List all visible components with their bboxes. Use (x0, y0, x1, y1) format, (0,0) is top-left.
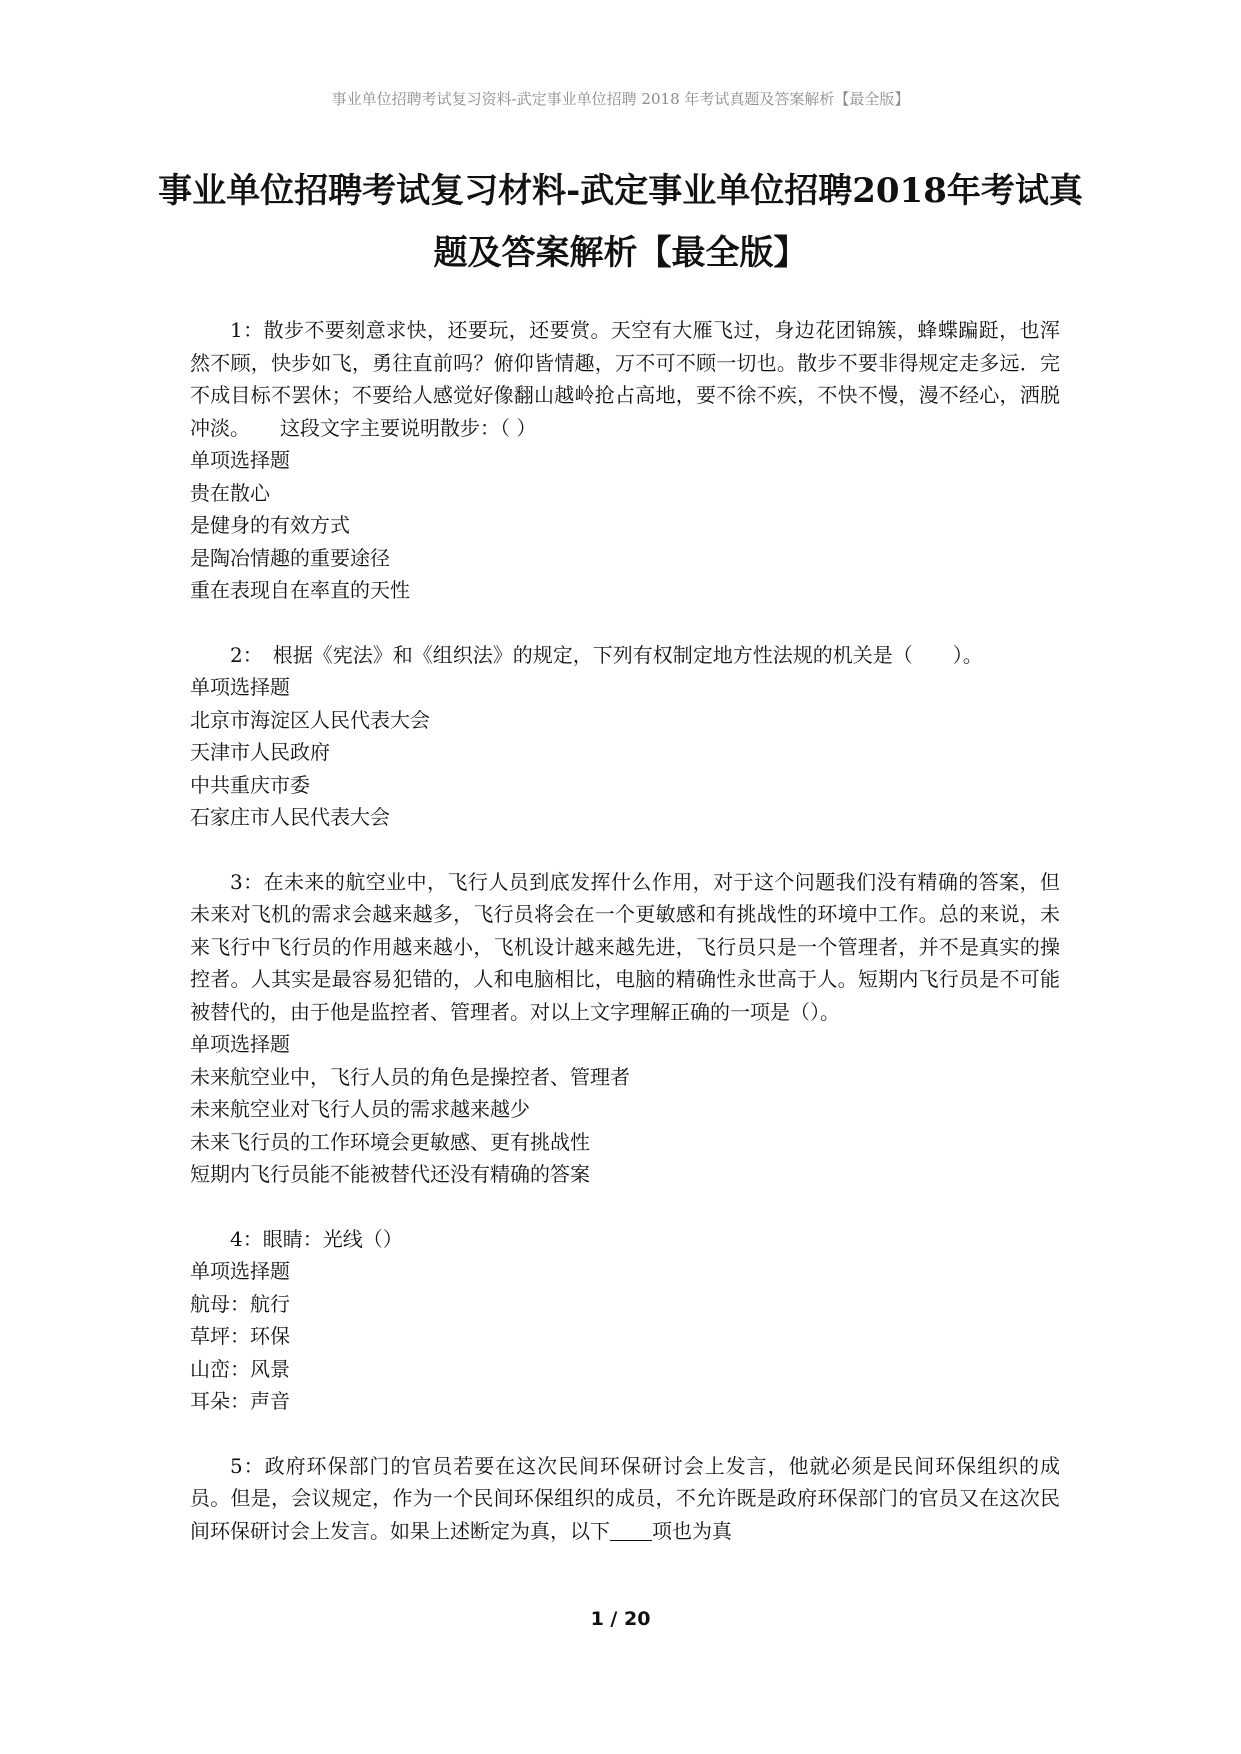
option-c: 是陶冶情趣的重要途径 (190, 545, 390, 570)
question-type: 单项选择题 (190, 1032, 290, 1056)
option-a: 未来航空业中，飞行人员的角色是操控者、管理者 (190, 1064, 630, 1089)
question-stem-after-blank: 项也为真 (652, 1518, 732, 1543)
question-list (190, 314, 1060, 1579)
question-2 (190, 639, 1060, 834)
option-d: 重在表现自在率直的天性 (190, 578, 410, 602)
running-header: 事业单位招聘考试复习资料-武定事业单位招聘 2018 年考试真题及答案解析【最全版】 (331, 90, 910, 108)
option-c: 中共重庆市委 (190, 772, 310, 797)
question-4 (190, 1223, 1060, 1418)
option-c: 山峦：风景 (190, 1356, 290, 1381)
question-stem (190, 1450, 1060, 1548)
option-d: 耳朵：声音 (190, 1389, 290, 1413)
option-c: 未来飞行员的工作环境会更敏感、更有挑战性 (190, 1129, 590, 1154)
question-stem: 1：散步不要刻意求快，还要玩，还要赏。天空有大雁飞过，身边花团锦簇，蜂蝶蹁跹，也浑然不顾，快步如飞，勇往直前吗？俯仰皆情趣，万不可不顾一切也。散步不要非得规定走多远．完不成目标不罢休；不要给人感觉好像翻山越岭抢占高地，要不徐不疾，不快不慢，漫不经心，洒脱冲淡。 这段文字主要说明散步：（ ） (190, 318, 1060, 440)
answer-blank (610, 1520, 652, 1541)
question-type: 单项选择题 (190, 675, 290, 699)
question-stem: 2： 根据《宪法》和《组织法》的规定，下列有权制定地方性法规的机关是（ ）。 (230, 642, 983, 667)
option-a: 北京市海淀区人民代表大会 (190, 707, 430, 732)
option-a: 贵在散心 (190, 480, 270, 505)
question-stem: 3：在未来的航空业中，飞行人员到底发挥什么作用，对于这个问题我们没有精确的答案，但未来对飞机的需求会越来越多，飞行员将会在一个更敏感和有挑战性的环境中工作。总的来说，未来飞行中飞行员的作用越来越小，飞机设计越来越先进，飞行员只是一个管理者，并不是真实的操控者。人其实是最容易犯错的，人和电脑相比，电脑的精确性永世高于人。短期内飞行员是不可能被替代的，由于他是监控者、管理者。对以上文字理解正确的一项是（）。 (190, 869, 1060, 1024)
option-b: 草坪：环保 (190, 1324, 290, 1348)
question-stem: 4：眼睛：光线（） (230, 1226, 403, 1251)
question-5 (190, 1450, 1060, 1548)
document-title: 事业单位招聘考试复习材料-武定事业单位招聘2018年考试真题及答案解析【最全版】 (158, 171, 1083, 273)
question-1 (190, 314, 1060, 607)
option-b: 是健身的有效方式 (190, 513, 350, 537)
option-d: 石家庄市人民代表大会 (190, 805, 390, 829)
option-b: 未来航空业对飞行人员的需求越来越少 (190, 1097, 530, 1121)
option-a: 航母：航行 (190, 1291, 290, 1316)
question-3 (190, 866, 1060, 1191)
option-b: 天津市人民政府 (190, 740, 330, 764)
question-stem-before-blank: 5：政府环保部门的官员若要在这次民间环保研讨会上发言，他就必须是民间环保组织的成员。但是，会议规定，作为一个民间环保组织的成员，不允许既是政府环保部门的官员又在这次民间环保研讨会上发言。如果上述断定为真，以下 (190, 1453, 1060, 1543)
page-number: 1 / 20 (590, 1608, 651, 1630)
question-type: 单项选择题 (190, 448, 290, 472)
question-type: 单项选择题 (190, 1259, 290, 1283)
option-d: 短期内飞行员能不能被替代还没有精确的答案 (190, 1162, 590, 1186)
